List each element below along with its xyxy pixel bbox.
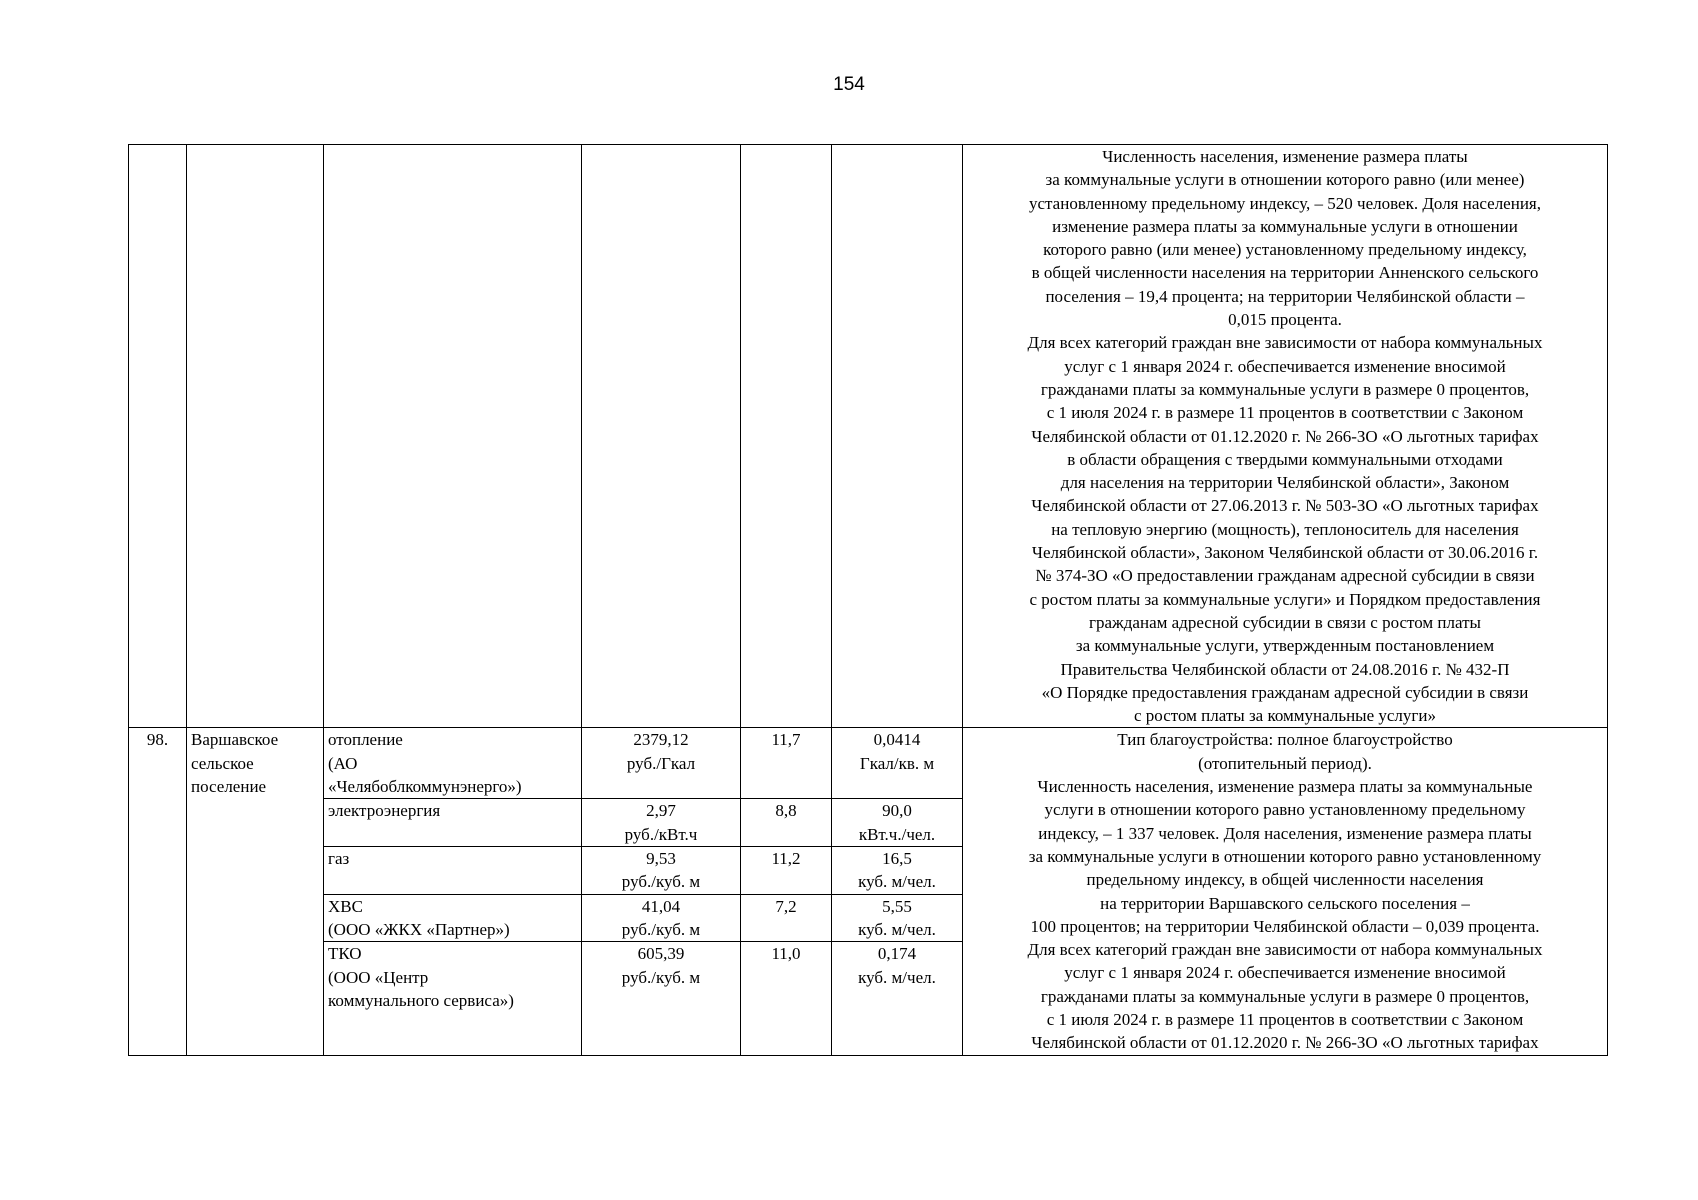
text-line: 100 процентов; на территории Челябинской области – 0,039 процента. [1030, 916, 1540, 936]
service-line: коммунального сервиса») [328, 990, 514, 1010]
index-value: 11,7 [741, 728, 832, 799]
index-value: 7,2 [741, 894, 832, 942]
text-line: услуг с 1 января 2024 г. обеспечивается изменение вносимой [1064, 356, 1506, 376]
text-line: услуг с 1 января 2024 г. обеспечивается изменение вносимой [1064, 963, 1506, 983]
text-line: за коммунальные услуги, утвержденным постановлением [1075, 636, 1495, 656]
text-line: Для всех категорий граждан вне зависимости от набора коммунальных [1027, 940, 1543, 960]
text-line: предельному индексу, в общей численности населения [1086, 870, 1484, 890]
text-line: с 1 июля 2024 г. в размере 11 процентов в соответствии с Законом [1046, 1009, 1524, 1029]
table-row [129, 728, 1608, 799]
service-line: отопление [328, 730, 403, 750]
norm-cell [832, 145, 963, 728]
norm-line: 90,0 [882, 801, 912, 821]
text-line: Правительства Челябинской области от 24.08.2016 г. № 432-П [1060, 659, 1510, 679]
service-name [324, 942, 582, 1055]
tariff-value [582, 847, 741, 895]
text-line: на территории Варшавского сельского поселения – [1100, 893, 1470, 913]
text-line: для населения на территории Челябинской области», Законом [1060, 473, 1510, 493]
text-line: Челябинской области от 27.06.2013 г. № 503-ЗО «О льготных тарифах [1031, 496, 1539, 516]
number-cell [129, 145, 187, 728]
service-line: (ООО «ЖКХ «Партнер») [328, 920, 510, 940]
text-line: с 1 июля 2024 г. в размере 11 процентов в соответствии с Законом [1046, 403, 1524, 423]
explanation-cell [963, 145, 1608, 728]
service-line: электроэнергия [328, 801, 441, 821]
page-number: 154 [833, 74, 865, 95]
service-line: «Челябоблкоммунэнерго») [328, 777, 522, 797]
text-line: Челябинской области от 01.12.2020 г. № 266-ЗО «О льготных тарифах [1031, 426, 1539, 446]
norm-unit: куб. м/чел. [858, 967, 936, 987]
tariff-unit: руб./кВт.ч [624, 824, 698, 844]
service-line: ТКО [328, 944, 362, 964]
text-line: в области обращения с твердыми коммунальными отходами [1067, 449, 1503, 469]
tariff-unit: руб./Гкал [626, 753, 696, 773]
municipality-line: Варшавское [191, 730, 279, 750]
norm-unit: кВт.ч./чел. [858, 824, 936, 844]
tariff-value [582, 894, 741, 942]
tariff-cell [582, 145, 741, 728]
tariff-value [582, 728, 741, 799]
service-name [324, 847, 582, 895]
norm-value [832, 894, 963, 942]
text-line: установленному предельному индексу, – 520 человек. Доля населения, [1029, 193, 1541, 213]
norm-unit: Гкал/кв. м [859, 753, 935, 773]
text-line: за коммунальные услуги в отношении которого равно установленному [1028, 846, 1542, 866]
tariff-unit: руб./куб. м [621, 967, 701, 987]
text-line: на тепловую энергию (мощность), теплоноситель для населения [1051, 519, 1519, 539]
service-line: (ООО «Центр [328, 967, 429, 987]
explanation-cell [963, 728, 1608, 1055]
index-value: 8,8 [741, 799, 832, 847]
text-line: Тип благоустройства: полное благоустройство [1117, 730, 1453, 750]
municipality-line: сельское [191, 753, 254, 773]
text-line: (отопительный период). [1198, 753, 1372, 773]
text-line: индексу, – 1 337 человек. Доля населения, изменение размера платы [1038, 823, 1532, 843]
service-cell [324, 145, 582, 728]
municipality-name [187, 728, 324, 1055]
row-number: 98. [129, 728, 187, 1055]
text-line: гражданами платы за коммунальные услуги в размере 0 процентов, [1040, 986, 1530, 1006]
tariff-line: 2379,12 [633, 730, 689, 750]
text-line: гражданам адресной субсидии в связи с ростом платы [1089, 612, 1481, 632]
tariff-unit: руб./куб. м [621, 920, 701, 940]
text-line: изменение размера платы за коммунальные услуги в отношении [1052, 216, 1518, 236]
municipality-cell [187, 145, 324, 728]
service-line: газ [328, 849, 350, 869]
tariff-line: 9,53 [646, 849, 676, 869]
text-line: Челябинской области», Законом Челябинской области от 30.06.2016 г. [1031, 543, 1539, 563]
text-line: Численность населения, изменение размера платы за коммунальные [1037, 777, 1533, 797]
text-line: № 374-ЗО «О предоставлении гражданам адресной субсидии в связи [1035, 566, 1535, 586]
norm-value [832, 799, 963, 847]
norm-line: 5,55 [882, 896, 912, 916]
text-line: Челябинской области от 01.12.2020 г. № 266-ЗО «О льготных тарифах [1031, 1033, 1539, 1053]
norm-line: 0,174 [877, 944, 917, 964]
norm-unit: куб. м/чел. [858, 872, 936, 892]
service-line: (АО [328, 753, 358, 773]
text-line: услуги в отношении которого равно установленному предельному [1044, 800, 1526, 820]
municipality-line: поселение [191, 777, 267, 797]
norm-unit: куб. м/чел. [858, 920, 936, 940]
text-line: «О Порядке предоставления гражданам адресной субсидии в связи [1041, 682, 1529, 702]
index-value: 11,2 [741, 847, 832, 895]
service-name [324, 894, 582, 942]
tariff-value [582, 799, 741, 847]
norm-value [832, 728, 963, 799]
norm-line: 0,0414 [873, 730, 921, 750]
text-line: в общей численности населения на территории Анненского сельского [1031, 263, 1539, 283]
service-name [324, 728, 582, 799]
tariff-value [582, 942, 741, 1055]
tariff-line: 41,04 [641, 896, 681, 916]
tariff-unit: руб./куб. м [621, 872, 701, 892]
norm-value [832, 942, 963, 1055]
text-line: за коммунальные услуги в отношении которого равно (или менее) [1045, 170, 1525, 190]
text-line: Численность населения, изменение размера платы [1102, 147, 1468, 166]
index-cell [741, 145, 832, 728]
text-line: которого равно (или менее) установленному предельному индексу, [1043, 240, 1527, 260]
tariff-line: 605,39 [637, 944, 685, 964]
tariff-table [128, 144, 1608, 1056]
text-line: 0,015 процента. [1228, 310, 1342, 330]
text-line: гражданами платы за коммунальные услуги в размере 0 процентов, [1040, 379, 1530, 399]
text-line: с ростом платы за коммунальные услуги» [1134, 706, 1436, 726]
index-value: 11,0 [741, 942, 832, 1055]
text-line: Для всех категорий граждан вне зависимости от набора коммунальных [1027, 333, 1543, 353]
norm-value [832, 847, 963, 895]
text-line: поселения – 19,4 процента; на территории Челябинской области – [1045, 286, 1525, 306]
service-name [324, 799, 582, 847]
service-line: ХВС [328, 896, 363, 916]
norm-line: 16,5 [882, 849, 912, 869]
text-line: с ростом платы за коммунальные услуги» и Порядком предоставления [1029, 589, 1541, 609]
continuation-row [129, 145, 1608, 728]
tariff-line: 2,97 [646, 801, 676, 821]
